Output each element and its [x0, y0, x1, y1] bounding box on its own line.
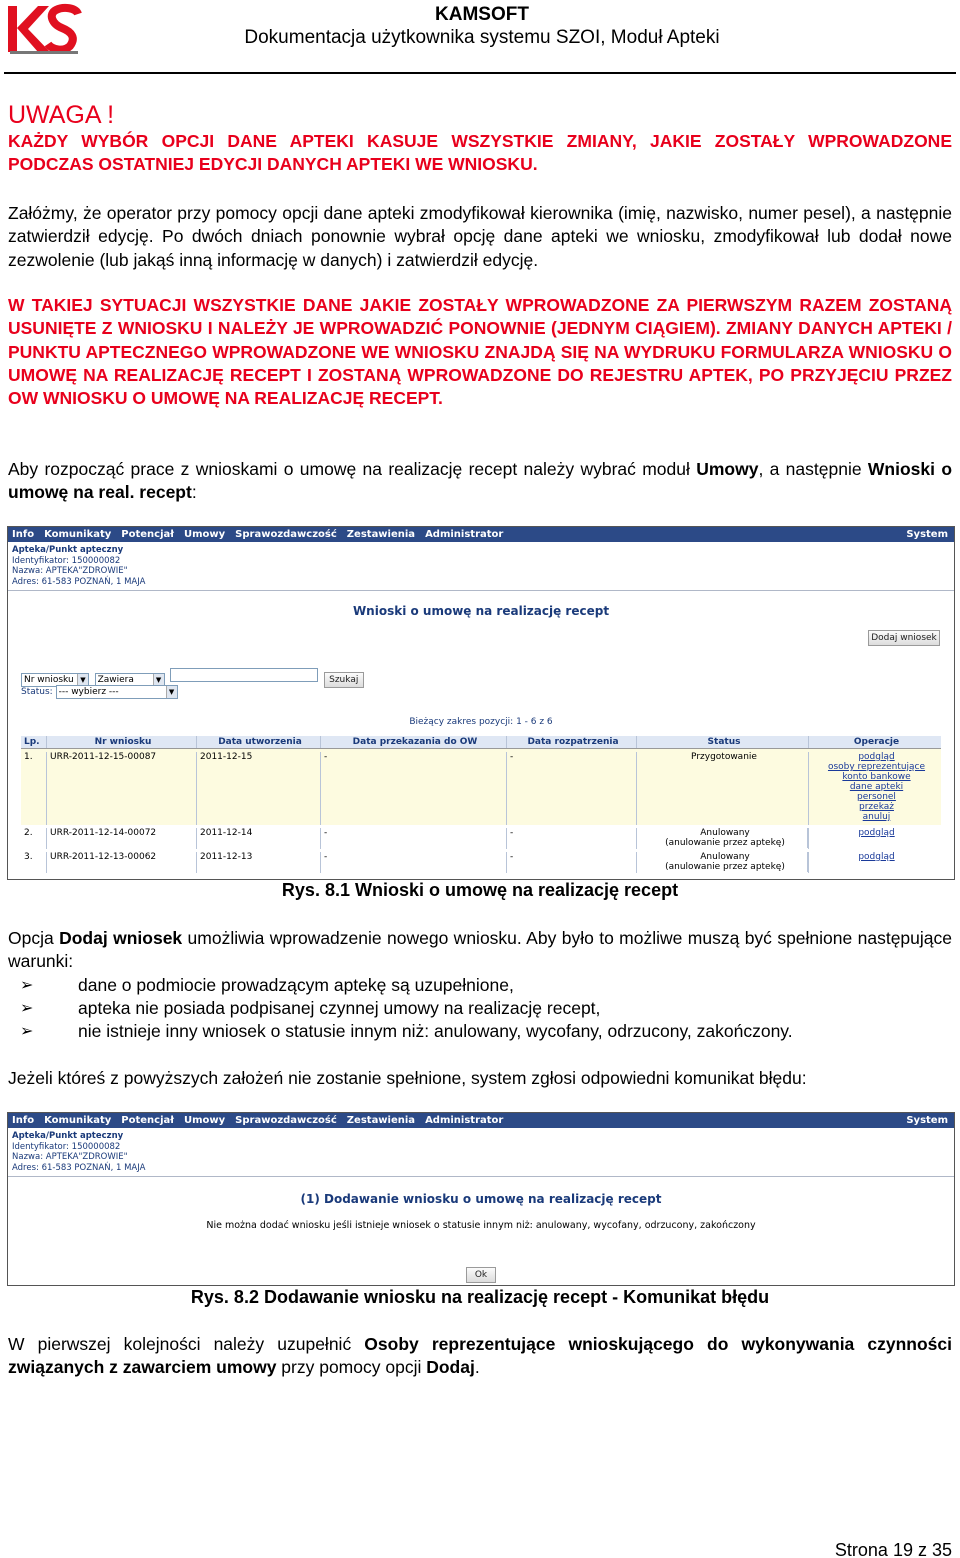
range-info: Bieżący zakres pozycji: 1 - 6 z 6: [409, 717, 553, 727]
cell-sent: -: [321, 828, 507, 849]
cell-reviewed: -: [507, 752, 637, 825]
requests-table: [21, 736, 941, 873]
condition-text: nie istnieje inny wniosek o statusie innym niż: anulowany, wycofany, odrzucony, zakończony.: [78, 1021, 793, 1042]
warning-block-2: [8, 294, 952, 410]
cell-created: 2011-12-13: [197, 852, 321, 873]
link-anuluj[interactable]: anuluj: [862, 812, 891, 822]
text: , a następnie: [758, 459, 868, 479]
menu-item-administrator[interactable]: Administrator: [425, 529, 504, 540]
col-lp: Lp.: [21, 736, 47, 748]
kamsoft-logo: [6, 2, 82, 56]
pharmacy-title: Apteka/Punkt apteczny: [12, 1131, 124, 1141]
filter-op-value: Zawiera: [97, 675, 134, 685]
list-item: [8, 997, 952, 1020]
cell-nr: URR-2011-12-13-00062: [47, 852, 197, 873]
cell-created: 2011-12-14: [197, 828, 321, 849]
menu-item-umowy[interactable]: Umowy: [184, 1115, 226, 1126]
app-menubar: [8, 527, 954, 542]
cell-sent: -: [321, 752, 507, 825]
link-podglad[interactable]: podgląd: [858, 852, 895, 862]
cell-lp: 2.: [21, 828, 47, 849]
link-dane-apteki[interactable]: dane apteki: [849, 782, 904, 792]
paragraph-add: [8, 927, 952, 1043]
col-created: Data utworzenia: [197, 736, 321, 748]
pharmacy-id: Identyfikator: 150000082: [12, 1141, 121, 1152]
chevron-down-icon: ▼: [153, 674, 164, 686]
header-divider: [4, 72, 956, 74]
link-personel[interactable]: personel: [857, 792, 896, 802]
paragraph-4: Jeżeli któreś z powyższych założeń nie zostanie spełnione, system zgłosi odpowiedni komunikat błędu:: [8, 1068, 807, 1088]
screenshot-error: [7, 1112, 955, 1286]
cell-lp: 3.: [21, 852, 47, 873]
arrow-bullet-icon: ➢: [20, 976, 34, 994]
col-nr: Nr wniosku: [47, 736, 197, 748]
paragraph-next-step: [8, 1333, 952, 1380]
cell-nr: URR-2011-12-15-00087: [47, 752, 197, 825]
link-konto[interactable]: konto bankowe: [842, 772, 911, 782]
condition-text: apteka nie posiada podpisanej czynnej umowy na realizację recept,: [78, 997, 601, 1018]
ok-wrap: [466, 1262, 496, 1283]
text: :: [191, 482, 197, 503]
col-reviewed: Data rozpatrzenia: [507, 736, 637, 748]
status-select[interactable]: [56, 685, 178, 699]
chevron-down-icon: ▼: [166, 686, 177, 698]
menu-item-potencjal[interactable]: Potencjał: [121, 1115, 174, 1126]
status-main: Anulowany: [640, 852, 808, 862]
screenshot-wnioski-list: [7, 526, 955, 880]
arrow-bullet-icon: ➢: [20, 999, 34, 1017]
option-dodaj: Dodaj: [426, 1357, 475, 1378]
menu-item-umowy[interactable]: Umowy: [184, 529, 226, 540]
cell-nr: URR-2011-12-14-00072: [47, 828, 197, 849]
link-przekaz[interactable]: przekaż: [859, 802, 894, 812]
status-filter: [21, 685, 178, 699]
cell-ops: [809, 752, 941, 825]
cell-status: [637, 852, 809, 873]
menu-item-komunikaty[interactable]: Komunikaty: [44, 1115, 112, 1126]
paragraph-1: Załóżmy, że operator przy pomocy opcji dane apteki zmodyfikował kierownika (imię, nazwisko, numer pesel), a następnie zatwierdził edycję. Po dwóch dniach ponownie wybrał opcję dane apteki we wniosku, zmodyfikował lub dodał nowe zezwolenie (lub jakąś inną informację w danych) i zatwierdził edycję.: [8, 203, 952, 270]
warning-text: KAŻDY WYBÓR OPCJI DANE APTEKI KASUJE WSZYSTKIE ZMIANY, JAKIE ZOSTAŁY WPROWADZONE PODCZAS OSTATNIEJ EDYCJI DANYCH APTEKI WE WNIOSKU.: [8, 131, 952, 175]
warning-text-2: W TAKIEJ SYTUACJI WSZYSTKIE DANE JAKIE ZOSTAŁY WPROWADZONE ZA PIERWSZYM RAZEM ZOSTANĄ USUNIĘTE Z WNIOSKU I NALEŻY JE WPROWADZIĆ PONOWNIE (JEDNYM CIĄGIEM). ZMIANY DANYCH APTEKI / PUNKTU APTECZNEGO WPROWADZONE WE WNIOSKU ZNAJDĄ SIĘ NA WYDRUKU FORMULARZA WNIOSKU O UMOWĘ NA REALIZACJĘ RECEPT I ZOSTANĄ WPROWADZONE DO REJESTRU APTEK, PO PRZYJĘCIU PRZEZ OW WNIOSKU O UMOWĘ NA REALIZACJĘ RECEPT.: [8, 295, 952, 409]
cell-lp: 1.: [21, 752, 47, 825]
cell-ops: [809, 828, 941, 849]
filter-field-value: Nr wniosku: [24, 675, 74, 685]
page-number: Strona 19 z 35: [834, 1540, 952, 1558]
menu-wnioski: Wnioski o umowę na real. recept: [8, 459, 953, 503]
module-umowy: Umowy: [696, 459, 759, 479]
table-row[interactable]: [21, 849, 941, 873]
document-subtitle: Dokumentacja użytkownika systemu SZOI, Moduł Apteki: [244, 27, 720, 48]
status-note: (anulowanie przez aptekę): [640, 862, 808, 872]
menu-item-system[interactable]: System: [906, 529, 948, 540]
status-label: Status:: [21, 687, 53, 697]
ok-button[interactable]: Ok: [466, 1267, 496, 1283]
text: .: [474, 1357, 480, 1378]
cell-status: [637, 828, 809, 849]
table-header: [21, 736, 941, 749]
menu-item-info[interactable]: Info: [12, 1115, 35, 1126]
link-osoby[interactable]: osoby reprezentujące: [827, 762, 926, 772]
table-row[interactable]: [21, 749, 941, 825]
cell-status: Przygotowanie: [637, 752, 809, 825]
company-name: KAMSOFT: [435, 4, 529, 25]
chevron-down-icon: ▼: [77, 674, 88, 686]
add-request-button[interactable]: Dodaj wniosek: [868, 630, 940, 646]
paragraph-error-intro: [8, 1067, 952, 1090]
pharmacy-info: [8, 542, 954, 591]
menu-item-system[interactable]: System: [906, 1115, 948, 1126]
link-podglad[interactable]: podgląd: [858, 828, 895, 838]
text: przy pomocy opcji: [276, 1357, 427, 1378]
warning-title: UWAGA !: [8, 101, 115, 129]
pharmacy-info: [8, 1128, 954, 1177]
figure-caption-2: Rys. 8.2 Dodawanie wniosku na realizację recept - Komunikat błędu: [190, 1287, 770, 1307]
cell-created: 2011-12-15: [197, 752, 321, 825]
pharmacy-address: Adres: 61-583 POZNAŃ, 1 MAJA: [12, 1162, 146, 1173]
search-button[interactable]: Szukaj: [324, 672, 364, 688]
col-status: Status: [637, 736, 809, 748]
filter-text-input[interactable]: [170, 668, 318, 682]
pharmacy-name: Nazwa: APTEKA"ZDROWIE": [12, 566, 128, 576]
text: Opcja: [8, 928, 60, 948]
condition-text: dane o podmiocie prowadzącym aptekę są uzupełnione,: [78, 974, 514, 995]
app-menubar: [8, 1113, 954, 1128]
link-podglad[interactable]: podgląd: [858, 752, 895, 762]
cell-reviewed: -: [507, 828, 637, 849]
cell-reviewed: -: [507, 852, 637, 873]
text: Aby rozpocząć prace z wnioskami o umowę na realizację recept należy wybrać moduł: [8, 459, 697, 479]
error-message: Nie można dodać wniosku jeśli istnieje wniosek o statusie innym niż: anulowany, wycofany, odrzucony, zakończony: [206, 1220, 756, 1231]
text: W pierwszej kolejności należy uzupełnić: [8, 1334, 365, 1354]
menu-item-komunikaty[interactable]: Komunikaty: [44, 529, 112, 540]
cell-sent: -: [321, 852, 507, 873]
menu-item-zestawienia[interactable]: Zestawienia: [346, 529, 416, 540]
pharmacy-id: Identyfikator: 150000082: [12, 555, 121, 566]
list-item: [8, 974, 952, 997]
shot-title: Wnioski o umowę na realizację recept: [352, 604, 610, 618]
col-sent: Data przekazania do OW: [321, 736, 507, 748]
figure-caption-1: Rys. 8.1 Wnioski o umowę na realizację recept: [281, 880, 679, 900]
pharmacy-name: Nazwa: APTEKA"ZDROWIE": [12, 1152, 128, 1162]
arrow-bullet-icon: ➢: [20, 1023, 34, 1041]
menu-item-zestawienia[interactable]: Zestawienia: [346, 1115, 416, 1126]
status-value: --- wybierz ---: [58, 687, 119, 697]
col-ops: Operacje: [853, 737, 900, 747]
list-item: [8, 1020, 952, 1043]
menu-item-potencjal[interactable]: Potencjał: [121, 529, 174, 540]
section-osoby: Osoby reprezentujące wnioskującego do wykonywania czynności związanych z zawarciem umowy: [8, 1334, 952, 1378]
status-note: (anulowanie przez aptekę): [640, 838, 808, 848]
conditions-list: [8, 974, 952, 1044]
paragraph-example: [8, 202, 952, 272]
menu-item-sprawozdawczosc[interactable]: Sprawozdawczość: [235, 529, 337, 540]
menu-item-administrator[interactable]: Administrator: [425, 1115, 504, 1126]
cell-ops: [809, 852, 941, 873]
paragraph-2: [8, 458, 952, 505]
option-dodaj-wniosek: Dodaj wniosek: [59, 928, 183, 948]
status-main: Anulowany: [640, 828, 808, 838]
paragraph-start: [8, 458, 952, 505]
page-header: [0, 0, 960, 76]
text: umożliwia wprowadzenie nowego wniosku. Aby było to możliwe muszą być spełnione następujące warunki:: [8, 928, 952, 972]
pharmacy-address: Adres: 61-583 POZNAŃ, 1 MAJA: [12, 576, 146, 587]
dialog-title: (1) Dodawanie wniosku o umowę na realizację recept: [300, 1192, 662, 1206]
table-row[interactable]: [21, 825, 941, 849]
menu-item-info[interactable]: Info: [12, 529, 35, 540]
paragraph-5: [8, 1333, 952, 1380]
paragraph-3: [8, 927, 952, 974]
menu-item-sprawozdawczosc[interactable]: Sprawozdawczość: [235, 1115, 337, 1126]
pharmacy-title: Apteka/Punkt apteczny: [12, 545, 124, 555]
warning-block: [8, 100, 952, 177]
